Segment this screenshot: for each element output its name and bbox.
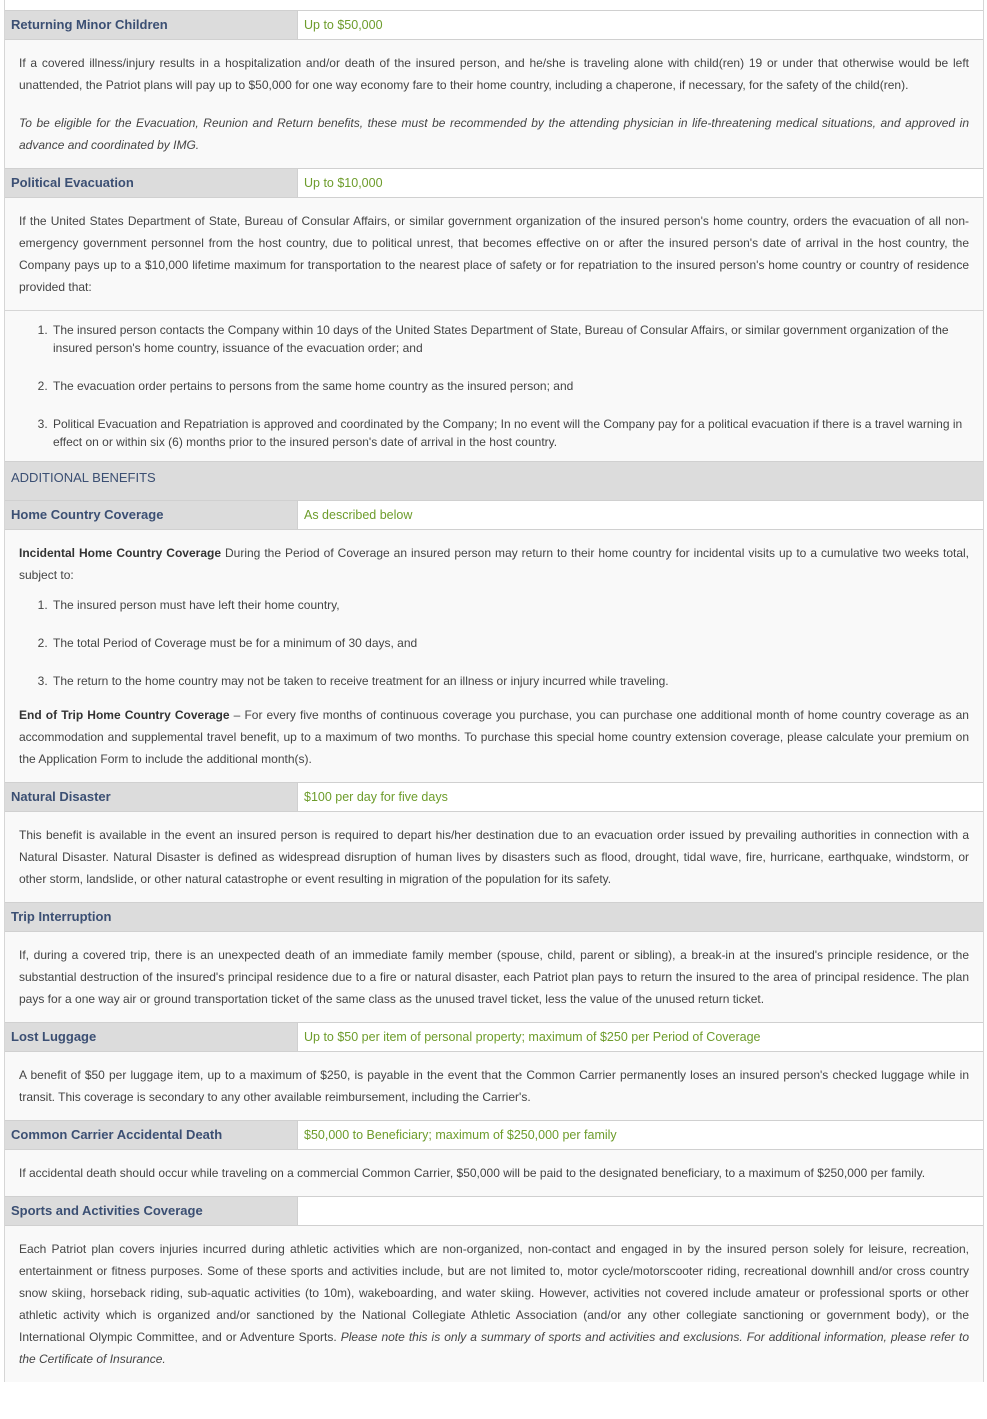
returning-minor-children-body bbox=[5, 40, 983, 168]
incidental-coverage-description: During the Period of Coverage an insured person may return to their home country for incidental visits up to a cumulative two weeks total, subject to: bbox=[19, 546, 969, 582]
benefit-value: Up to $50,000 bbox=[297, 11, 983, 39]
returning-minor-children-header bbox=[5, 10, 983, 40]
benefit-label: Lost Luggage bbox=[5, 1023, 297, 1051]
end-of-trip-text bbox=[19, 704, 969, 770]
natural-disaster-header bbox=[5, 782, 983, 812]
list-item: 2. The total Period of Coverage must be for a minimum of 30 days, and bbox=[51, 634, 969, 652]
natural-disaster-body bbox=[5, 812, 983, 902]
benefit-value: $100 per day for five days bbox=[297, 783, 983, 811]
benefit-description: If accidental death should occur while traveling on a commercial Common Carrier, $50,000 will be paid to the designated beneficiary, to a maximum of $250,000 per family. bbox=[19, 1166, 926, 1180]
benefit-description: This benefit is available in the event an insured person is required to depart his/her destination due to an evacuation order issued by prevailing authorities in connection with a Natural Disaster. Natural Disaster is defined as widespread disruption of human lives by disasters such as flood, drought, tidal wave, fire, hurricane, earthquake, windstorm, or other storm, landslide, or other natural catastrophe or event resulting in migration of the population for its safety. bbox=[19, 828, 969, 886]
list-item: 1. The insured person contacts the Company within 10 days of the United States Department of State, Bureau of Consular Affairs, or similar government organization of the insured person's home country, issuance of the evacuation order; and bbox=[51, 321, 969, 357]
benefit-description: If, during a covered trip, there is an unexpected death of an immediate family member (spouse, child, parent or sibling), a break-in at the insured's principle residence, or the substantial destruction of the insured's principal residence due to a fire or natural disaster, each Patriot plan pays to return the insured to the area of principal residence. The plan pays for a one way air or ground transportation ticket of the same class as the unused travel ticket, less the value of the unused return ticket. bbox=[19, 948, 969, 1006]
benefit-value: Up to $10,000 bbox=[297, 169, 983, 197]
trip-interruption-body bbox=[5, 932, 983, 1022]
benefit-value bbox=[297, 1197, 983, 1225]
political-evacuation-header bbox=[5, 168, 983, 198]
benefit-label: Returning Minor Children bbox=[5, 11, 297, 39]
benefit-description: If the United States Department of State, Bureau of Consular Affairs, or similar government organization of the insured person's home country, orders the evacuation of all non-emergency government personnel from the host country, due to political unrest, that becomes effective on or after the insured person's date of arrival in the host country, the Company pays up to a $10,000 lifetime maximum for transportation to the nearest place of safety or for repatriation to the insured person's home country or country of residence provided that: bbox=[19, 214, 969, 294]
common-carrier-header bbox=[5, 1120, 983, 1150]
list-item: 3. The return to the home country may not be taken to receive treatment for an illness or injury incurred while traveling. bbox=[51, 672, 969, 690]
benefit-description: A benefit of $50 per luggage item, up to a maximum of $250, is payable in the event that the Common Carrier permanently loses an insured person's checked luggage while in transit. This coverage is secondary to any other available reimbursement, including the Carrier's. bbox=[19, 1068, 969, 1104]
end-of-trip-body bbox=[5, 700, 983, 782]
benefit-description bbox=[19, 1238, 969, 1370]
benefit-value: $50,000 to Beneficiary; maximum of $250,000 per family bbox=[297, 1121, 983, 1149]
lost-luggage-body bbox=[5, 1052, 983, 1120]
benefit-label: Common Carrier Accidental Death bbox=[5, 1121, 297, 1149]
political-evacuation-body bbox=[5, 198, 983, 311]
common-carrier-body bbox=[5, 1150, 983, 1196]
trip-interruption-header bbox=[5, 902, 983, 932]
benefit-value: Up to $50 per item of personal property; maximum of $250 per Period of Coverage bbox=[297, 1023, 983, 1051]
benefit-label: Trip Interruption bbox=[5, 903, 983, 931]
home-country-conditions bbox=[5, 590, 983, 700]
list-item: 3. Political Evacuation and Repatriation is approved and coordinated by the Company; In no event will the Company pay for a political evacuation if there is a travel warning in effect on or within six (6) months prior to the insured person's date of arrival in the host country. bbox=[51, 415, 969, 451]
top-spacer bbox=[5, 0, 983, 10]
benefit-label: Sports and Activities Coverage bbox=[5, 1197, 297, 1225]
additional-benefits-heading: ADDITIONAL BENEFITS bbox=[5, 461, 983, 500]
benefits-table bbox=[4, 0, 984, 1382]
benefit-value: As described below bbox=[297, 501, 983, 529]
incidental-coverage-title: Incidental Home Country Coverage bbox=[19, 546, 221, 560]
lost-luggage-header bbox=[5, 1022, 983, 1052]
benefit-label: Natural Disaster bbox=[5, 783, 297, 811]
incidental-coverage-text bbox=[19, 542, 969, 586]
end-of-trip-title: End of Trip Home Country Coverage bbox=[19, 708, 230, 722]
home-country-coverage-header bbox=[5, 500, 983, 530]
sports-activities-header bbox=[5, 1196, 983, 1226]
benefit-label: Home Country Coverage bbox=[5, 501, 297, 529]
list-item: 1. The insured person must have left their home country, bbox=[51, 596, 969, 614]
benefit-label: Political Evacuation bbox=[5, 169, 297, 197]
end-of-trip-description: – For every five months of continuous coverage you purchase, you can purchase one additional month of home country coverage as an accommodation and supplemental travel benefit, up to a maximum of two months. To purchase this special home country extension coverage, please calculate your premium on the Application Form to include the additional month(s). bbox=[19, 708, 969, 766]
list-item: 2. The evacuation order pertains to persons from the same home country as the insured person; and bbox=[51, 377, 969, 395]
eligibility-note: To be eligible for the Evacuation, Reunion and Return benefits, these must be recommended by the attending physician in life-threatening medical situations, and approved in advance and coordinated by IMG. bbox=[19, 116, 969, 152]
benefit-description: If a covered illness/injury results in a hospitalization and/or death of the insured person, and he/she is traveling alone with child(ren) 19 or under that otherwise would be left unattended, the Patriot plans will pay up to $50,000 for one way economy fare to their home country, including a chaperone, if necessary, for the safety of the child(ren). bbox=[19, 56, 969, 92]
sports-summary-note: Please note this is only a summary of sports and activities and exclusions. For additional information, please refer to the Certificate of Insurance. bbox=[19, 1330, 969, 1366]
political-evacuation-conditions bbox=[5, 311, 983, 461]
sports-description: Each Patriot plan covers injuries incurred during athletic activities which are non-organized, non-contact and engaged in by the insured person solely for leisure, recreation, entertainment or fitness purposes. Some of these sports and activities include, but are not limited to, motor cycle/motorscooter riding, recreational downhill and/or cross country snow skiing, horseback riding, sub-aquatic activities (to 10m), wakeboarding, and water skiing. However, activities not covered include amateur or professional sports or other athletic activity which is organized and/or sanctioned by the National Collegiate Athletic Association (and/or any other collegiate sanctioning or government body), or the International Olympic Committee, and or Adventure Sports. bbox=[19, 1242, 969, 1344]
sports-activities-body bbox=[5, 1226, 983, 1382]
home-country-coverage-body bbox=[5, 530, 983, 590]
